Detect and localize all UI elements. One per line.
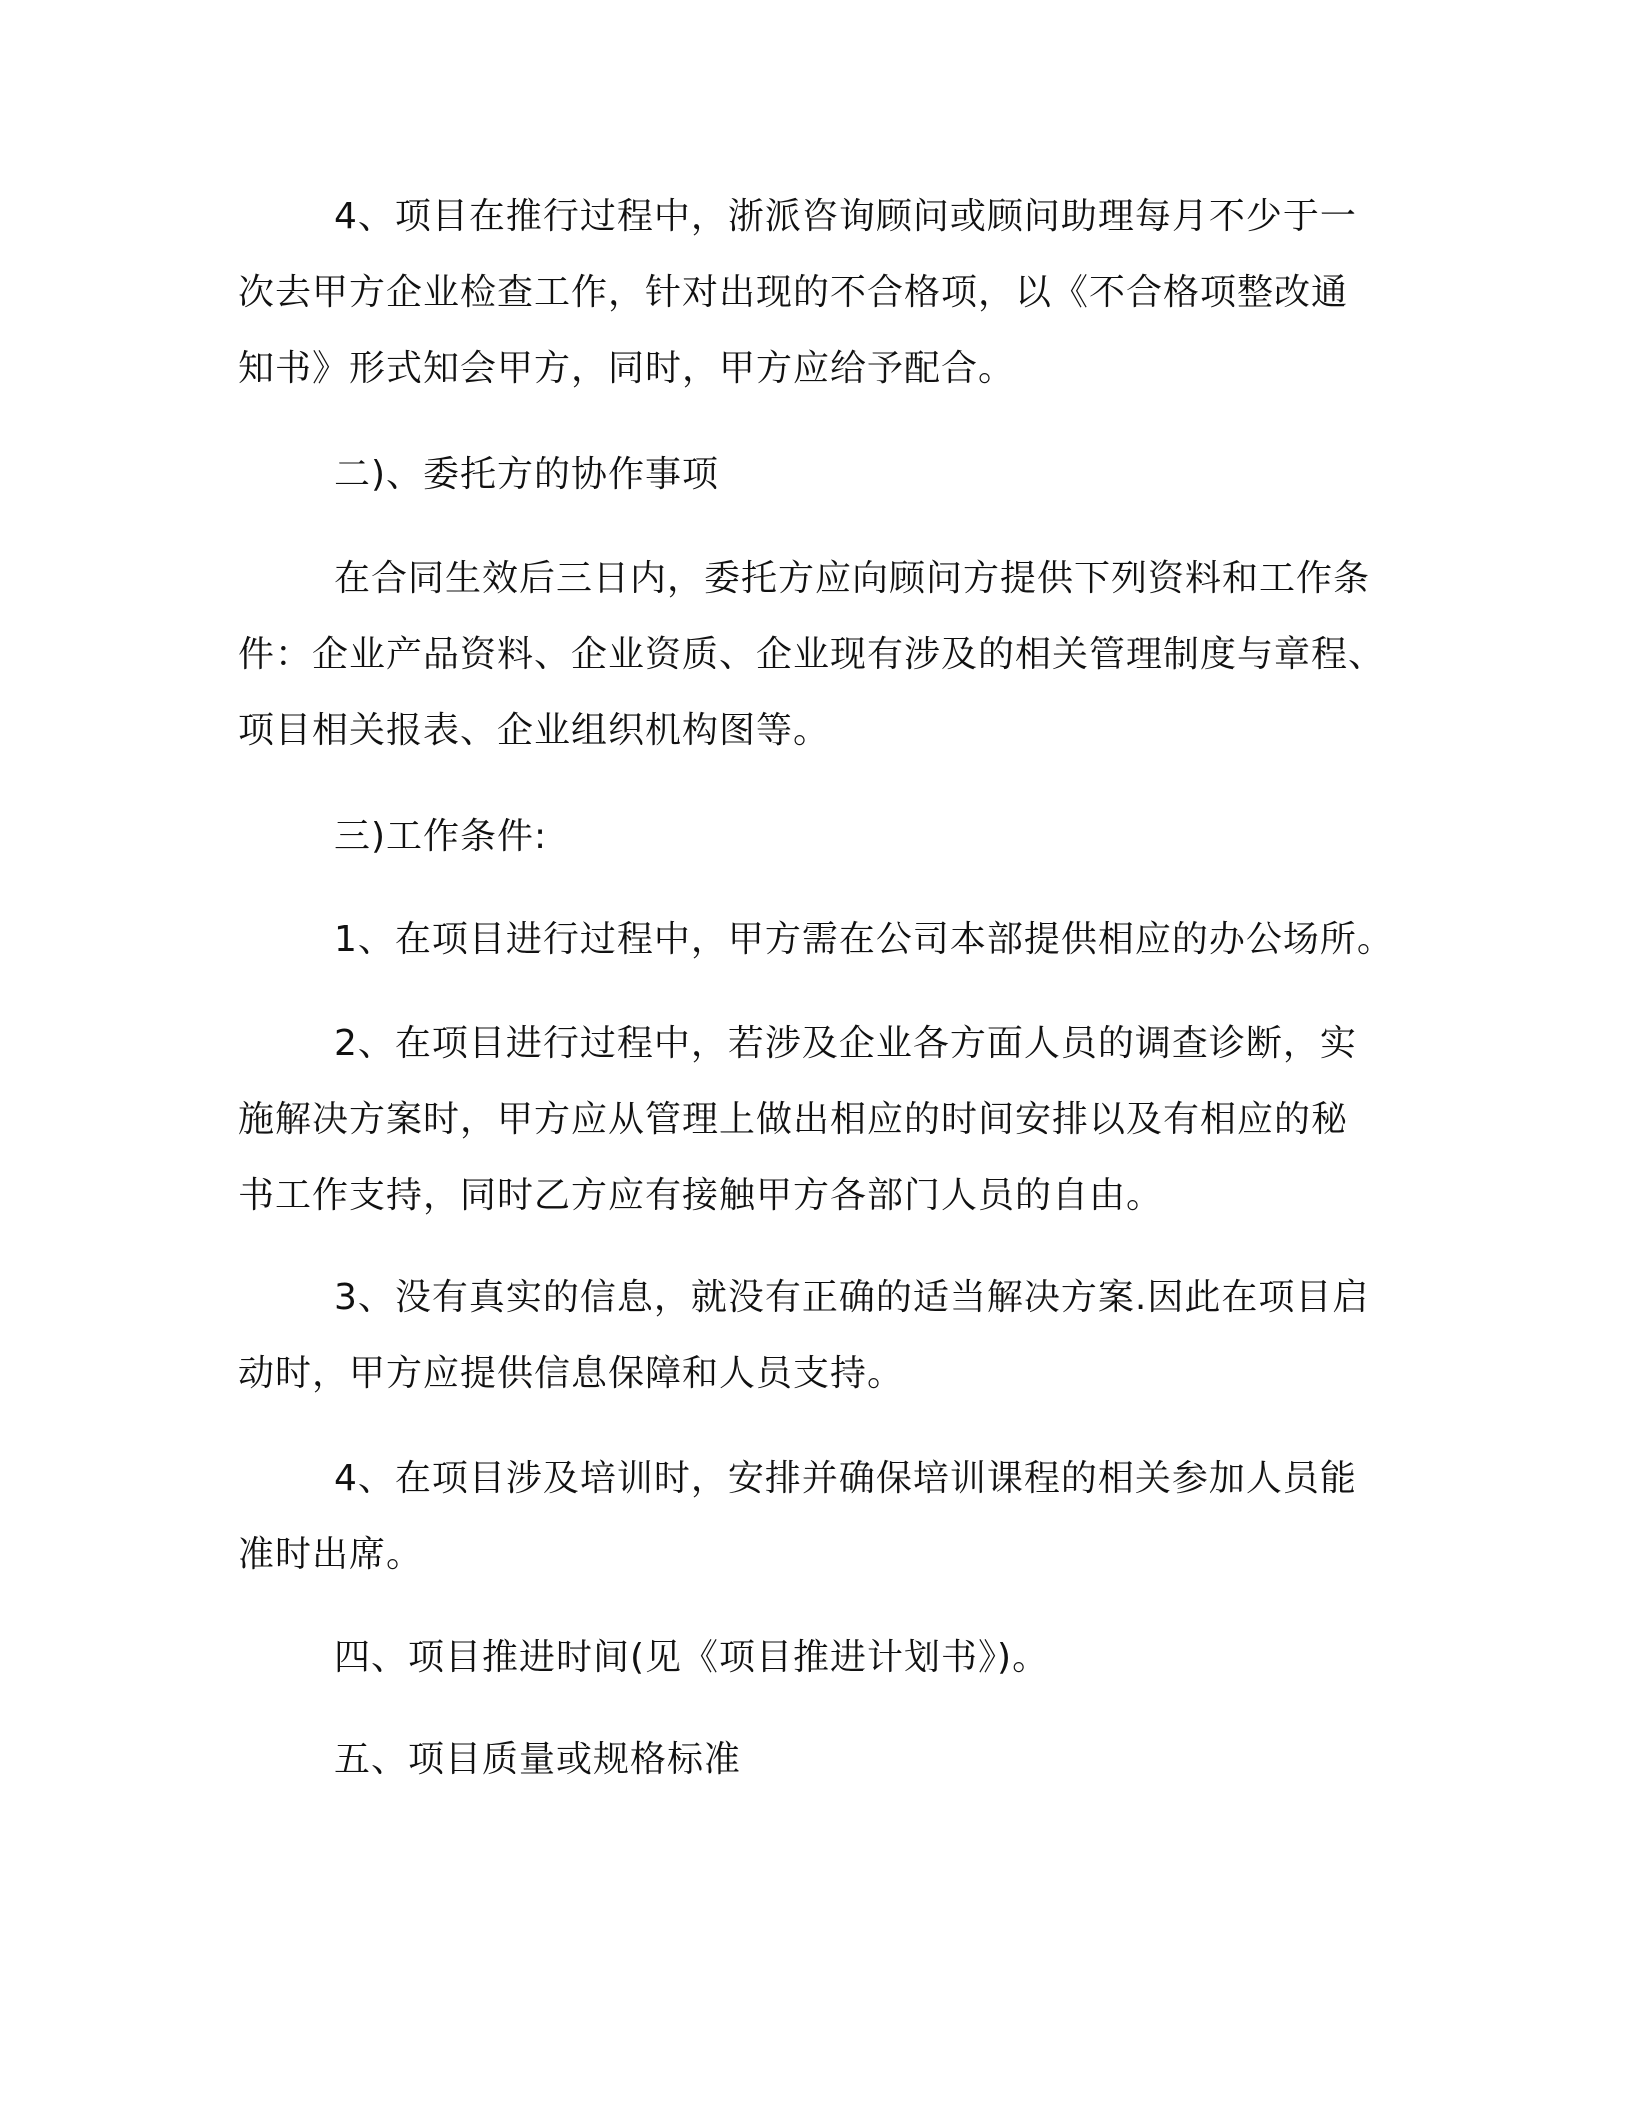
text-line: 在合同生效后三日内，委托方应向顾问方提供下列资料和工作条 xyxy=(334,558,1371,599)
text-line: 五、项目质量或规格标准 xyxy=(334,1739,742,1780)
text-line: 4、在项目涉及培训时，安排并确保培训课程的相关参加人员能 xyxy=(334,1458,1357,1499)
text-line: 准时出席。 xyxy=(238,1534,424,1575)
text-line: 4、项目在推行过程中，浙派咨询顾问或顾问助理每月不少于一 xyxy=(334,196,1357,237)
paragraph-item-2-survey xyxy=(238,1006,1398,1234)
text-line: 动时，甲方应提供信息保障和人员支持。 xyxy=(238,1353,905,1394)
section-heading-quality-standard xyxy=(238,1722,1398,1798)
text-line: 书工作支持，同时乙方应有接触甲方各部门人员的自由。 xyxy=(238,1175,1164,1216)
text-line: 二)、委托方的协作事项 xyxy=(334,454,720,495)
paragraph-item-4-training xyxy=(238,1441,1398,1593)
text-line: 件：企业产品资料、企业资质、企业现有涉及的相关管理制度与章程、 xyxy=(238,634,1386,675)
text-line: 知书》形式知会甲方，同时，甲方应给予配合。 xyxy=(238,348,1016,389)
text-line: 1、在项目进行过程中，甲方需在公司本部提供相应的办公场所。 xyxy=(334,919,1394,960)
text-line: 三)工作条件: xyxy=(334,816,548,857)
paragraph-client-materials xyxy=(238,541,1398,769)
text-line: 四、项目推进时间(见《项目推进计划书》)。 xyxy=(334,1637,1050,1678)
text-line: 3、没有真实的信息，就没有正确的适当解决方案.因此在项目启 xyxy=(334,1277,1370,1318)
paragraph-item-1-office xyxy=(238,902,1398,978)
text-line: 施解决方案时，甲方应从管理上做出相应的时间安排以及有相应的秘 xyxy=(238,1099,1349,1140)
section-heading-client-cooperation xyxy=(238,437,1398,513)
text-line: 次去甲方企业检查工作，针对出现的不合格项，以《不合格项整改通 xyxy=(238,272,1349,313)
paragraph-item-3-information xyxy=(238,1260,1398,1412)
paragraph-item-4-inspection xyxy=(238,179,1398,407)
section-heading-working-conditions xyxy=(238,799,1398,875)
text-line: 项目相关报表、企业组织机构图等。 xyxy=(238,710,831,751)
text-line: 2、在项目进行过程中，若涉及企业各方面人员的调查诊断，实 xyxy=(334,1023,1357,1064)
section-heading-schedule xyxy=(238,1620,1398,1696)
